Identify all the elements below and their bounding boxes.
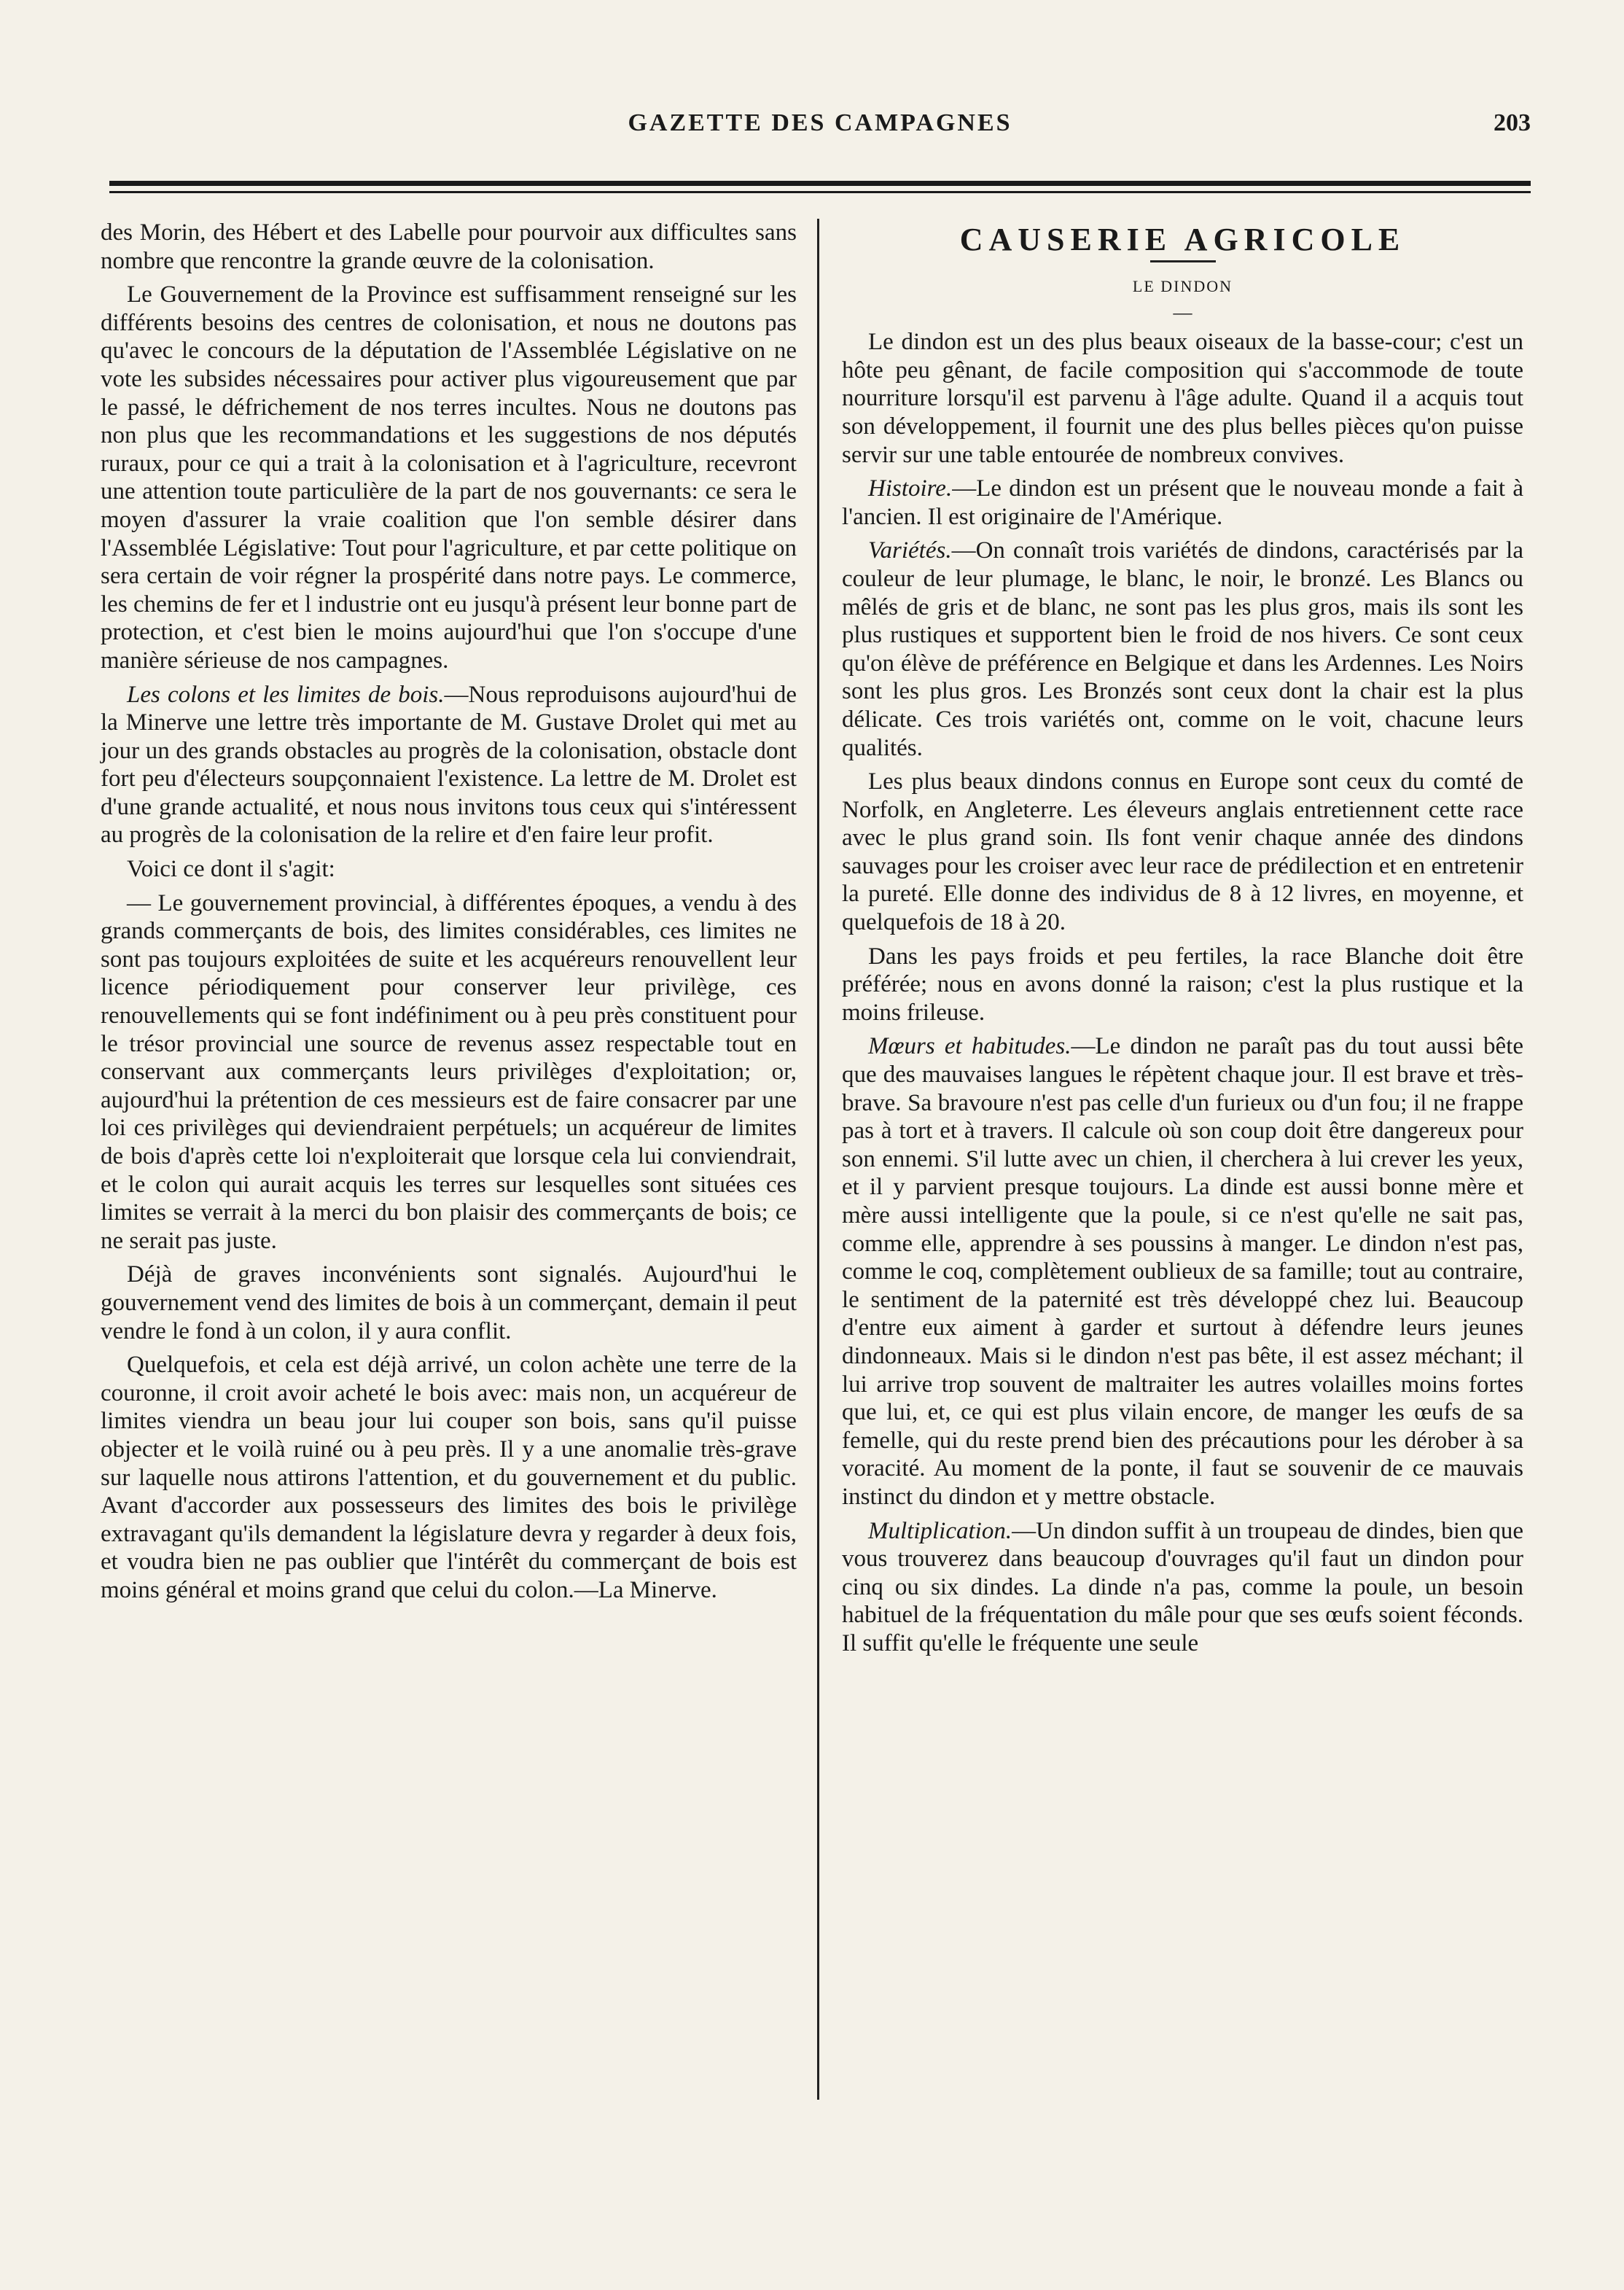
- header-rule-thick: [109, 181, 1531, 186]
- paragraph: Les colons et les limites de bois.—Nous reproduisons aujourd'hui de la Minerve une lettre très importante de M. Gustave Drolet qui met au jour un des grands obstacles au progrès de la colonisation, obstacle dont fort peu d'électeurs soupçonnaient l'existence. La lettre de M. Drolet est d'une grande actualité, et nous nous invitons tous ceux qui s'intéressent au progrès de la colonisation de la relire et d'en faire leur profit.: [101, 681, 797, 849]
- section-heading: CAUSERIE AGRICOLE: [959, 222, 1406, 257]
- page-header: [109, 109, 1531, 146]
- paragraph: Multiplication.—Un dindon suffit à un troupeau de dindes, bien que vous trouverez dans beaucoup d'ouvrages qu'il faut un dindon pour cinq ou six dindes. La dinde n'a pas, comme la poule, un besoin habituel de la fréquentation du mâle pour que ses œufs soient féconds. Il suffit qu'elle le fréquente une seule: [842, 1517, 1523, 1656]
- title-separator: —: [1173, 302, 1192, 324]
- paragraph: Les plus beaux dindons connus en Europe sont ceux du comté de Norfolk, en Angleterre. Les éleveurs anglais entretiennent cette race avec le plus grand soin. Ils font venir chaque année des dindons sauvages pour les croiser avec leur race de prédilection et en entretenir la pureté. Elle donne des individus de 8 à 12 livres, en moyenne, et quelquefois de 18 à 20.: [842, 768, 1523, 936]
- paragraph: Déjà de graves inconvénients sont signalés. Aujourd'hui le gouvernement vend des limites de bois à un commerçant, demain il peut vendre le fond à un colon, il y aura conflit.: [101, 1261, 797, 1344]
- paragraph: Voici ce dont il s'agit:: [127, 856, 335, 883]
- paragraph: des Morin, des Hébert et des Labelle pour pourvoir aux difficultes sans nombre que rencontre la grande œuvre de la colonisation.: [101, 219, 797, 274]
- paragraph: Histoire.—Le dindon est un présent que le nouveau monde a fait à l'ancien. Il est originaire de l'Amérique.: [842, 475, 1523, 530]
- paragraph-lead: Histoire.: [868, 475, 953, 502]
- header-rule-thin: [109, 191, 1531, 193]
- heading-rule: [1150, 260, 1216, 262]
- paragraph: Le dindon est un des plus beaux oiseaux de la basse-cour; c'est un hôte peu gênant, de facile composition qui s'accommode de toute nourriture lorsqu'il est parvenu à l'âge adulte. Quand il a acquis tout son développement, il fournit une des plus belles pièces qu'on puisse servir sur une table entourée de nombreux convives.: [842, 329, 1523, 468]
- article-title: LE DINDON: [1132, 276, 1233, 295]
- paragraph: Quelquefois, et cela est déjà arrivé, un colon achète une terre de la couronne, il croit avoir acheté le bois avec: mais non, un acquéreur de limites viendra un beau jour lui couper son bois, sans qu'il puisse objecter et le voilà ruiné ou à peu près. Il y a une anomalie très-grave sur laquelle nous attirons l'attention, et du gouvernement et du public. Avant d'accorder aux possesseurs des limites des bois le privilège extravagant qu'ils demandent la législature devra y regarder à deux fois, et voudra bien ne pas oublier que l'intérêt du commerçant de bois est moins général et moins grand que celui du colon.—La Minerve.: [101, 1352, 797, 1603]
- paragraph-lead: Mœurs et habitudes.: [868, 1033, 1071, 1060]
- paragraph: — Le gouvernement provincial, à différentes époques, a vendu à des grands commerçants de bois, des limites considérables, ces limites ne sont pas toujours exploitées de suite et les acquéreurs renouvellent leur licence périodiquement pour conserver leur privilège, ces renouvellements qui se font indéfiniment ou à peu près constituent pour le trésor provincial une source de revenus assez respectable tout en conservant aux commerçants leurs privilèges d'exploitation; or, aujourd'hui la prétention de ces messieurs est de faire consacrer par une loi ces privilèges qui deviendraient perpétuels; un acquéreur de limites de bois d'après cette loi n'exploiterait que lorsque cela lui conviendrait, et le colon qui aurait acquis les terres sur lesquelles sont situées ces limites se verrait à la merci du bon plaisir des commerçants de bois; ce ne serait pas juste.: [101, 889, 797, 1254]
- paragraph: Le Gouvernement de la Province est suffisamment renseigné sur les différents besoins des centres de colonisation, et nous ne doutons pas qu'avec le concours de la députation de l'Assemblée Législative on ne vote les subsides nécessaires pour activer plus vigoureusement que par le passé, le défrichement de nos terres incultes. Nous ne doutons pas non plus que les recommandations et les suggestions de nos députés ruraux, pour ce qui a trait à la colonisation et à l'agriculture, recevront une attention toute particulière de la part de nos gouvernants: ce sera le moyen d'assurer la vraie coalition que l'on semble désirer dans l'Assemblée Législative: Tout pour l'agriculture, et par cette politique on sera certain de voir régner la prospérité dans notre pays. Le commerce, les chemins de fer et l industrie ont eu jusqu'à présent leur bonne part de protection, et c'est bien le moins aujourd'hui que l'on s'occupe d'une manière sérieuse de nos campagnes.: [101, 281, 797, 674]
- paragraph: Dans les pays froids et peu fertiles, la race Blanche doit être préférée; nous en avons donné la raison; c'est la plus rustique et la moins frileuse.: [842, 943, 1523, 1026]
- paragraph-lead: Multiplication.: [868, 1517, 1012, 1544]
- paragraph: Mœurs et habitudes.—Le dindon ne paraît pas du tout aussi bête que des mauvaises langues le répètent chaque jour. Il est brave et très-brave. Sa bravoure n'est pas celle d'un furieux ou d'un fou; il ne frappe pas à tort et à travers. Il calcule où son coup doit être dangereux pour son ennemi. S'il lutte avec un chien, il cherchera à lui crever les yeux, et il y parvient presque toujours. La dinde est aussi bonne mère et mère aussi intelligente que la poule, si ce n'est qu'elle ne sait pas, comme elle, apprendre à ses poussins à manger. Le dindon n'est pas, comme le coq, complètement oublieux de sa famille; tout au contraire, le sentiment de la paternité est très développé chez lui. Beaucoup d'entre eux aiment à garder et surtout à défendre leurs jeunes dindonneaux. Mais si le dindon n'est pas bête, il est assez méchant; il lui arrive trop souvent de maltraiter les autres volailles moins fortes que lui, et, ce qui est plus vilain encore, de manger les œufs de sa femelle, qui du reste prend bien des précautions pour les dérober à sa voracité. Au moment de la ponte, il faut se souvenir de ce mauvais instinct du dindon et y mettre obstacle.: [842, 1033, 1524, 1510]
- page-number: 203: [1494, 109, 1531, 136]
- right-column: [842, 219, 1523, 1664]
- left-column: [101, 219, 797, 1611]
- paragraph: Variétés.—On connaît trois variétés de dindons, caractérisés par la couleur de leur plumage, le blanc, le noir, le bronzé. Les Blancs ou mêlés de gris et de blanc, ne sont pas les plus gros, mais ils sont les plus rustiques et supportent bien le froid de nos hivers. Ce sont ceux qu'on élève de préférence en Belgique et dans les Ardennes. Les Noirs sont les plus gros. Les Bronzés sont ceux dont la chair est la plus délicate. Ces trois variétés ont, comme on le voit, chacune leurs qualités.: [842, 537, 1523, 761]
- paragraph-lead: Variétés.: [868, 537, 952, 564]
- column-divider: [817, 219, 819, 2100]
- publication-title: GAZETTE DES CAMPAGNES: [628, 109, 1012, 136]
- paragraph-lead: Les colons et les limites de bois.: [127, 681, 445, 708]
